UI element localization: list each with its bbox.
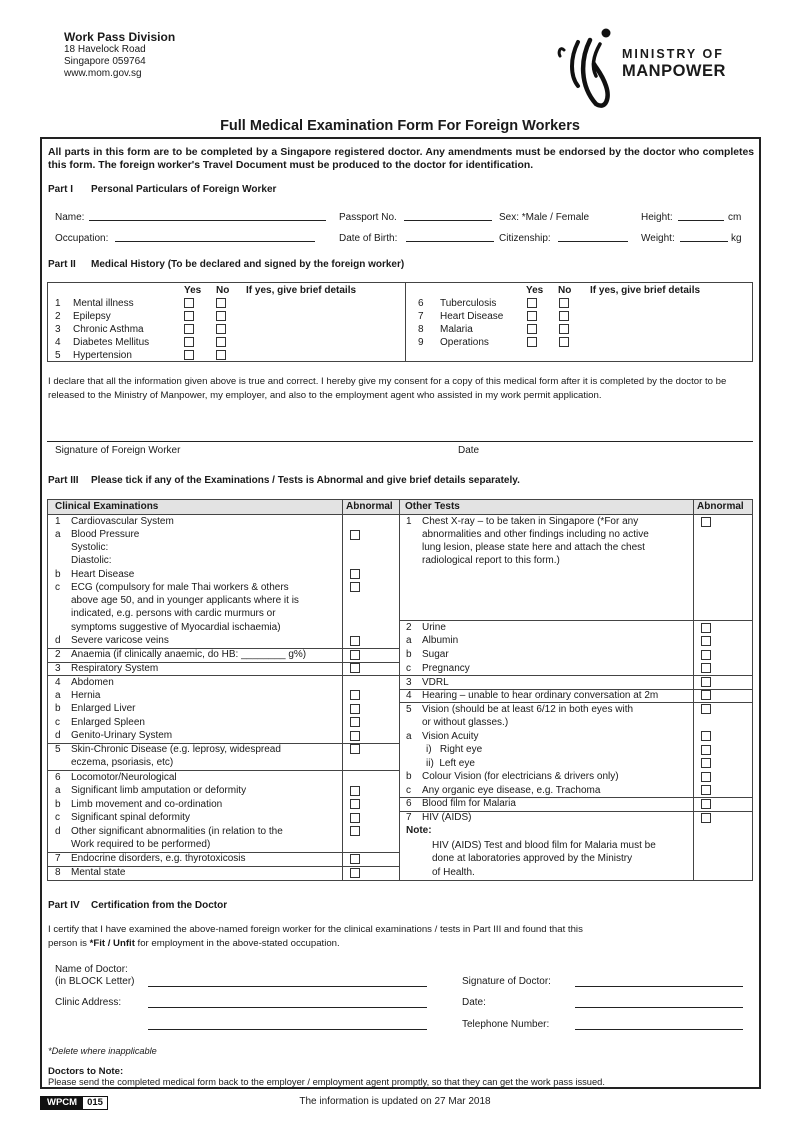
abnormal-checkbox-albumin[interactable] — [701, 636, 711, 646]
weight-field[interactable] — [680, 241, 728, 242]
no-checkbox[interactable] — [216, 311, 226, 321]
item-name: Mental illness — [73, 298, 134, 309]
abnormal-checkbox-malaria-film[interactable] — [701, 799, 711, 809]
yes-checkbox[interactable] — [184, 350, 194, 360]
row-text: Urine — [422, 622, 446, 633]
row-number: a — [55, 690, 61, 701]
row-text: Blood Pressure — [71, 529, 140, 540]
no-checkbox[interactable] — [559, 324, 569, 334]
row-text: Colour Vision (for electricians & drivers only) — [422, 771, 619, 782]
no-checkbox[interactable] — [216, 350, 226, 360]
note-line: of Health. — [432, 867, 475, 878]
row-text: HIV (AIDS) — [422, 812, 472, 823]
row-number: b — [55, 799, 61, 810]
abnormal-checkbox-heart-disease[interactable] — [350, 569, 360, 579]
abnormal-checkbox-genito-urinary[interactable] — [350, 731, 360, 741]
item-number: 2 — [55, 311, 61, 322]
row-text: Locomotor/Neurological — [71, 772, 177, 783]
yes-checkbox[interactable] — [527, 298, 537, 308]
abnormal-header: Abnormal — [346, 501, 393, 512]
abnormal-checkbox-varicose[interactable] — [350, 636, 360, 646]
citizenship-field[interactable] — [558, 241, 628, 242]
row-text: Chest X-ray – to be taken in Singapore (*For any — [422, 516, 639, 527]
row-number: a — [55, 785, 61, 796]
abnormal-checkbox-vdrl[interactable] — [701, 677, 711, 687]
no-header: No — [558, 285, 572, 296]
item-number: 8 — [418, 324, 424, 335]
clinic-address-field-2[interactable] — [148, 1029, 427, 1030]
doctor-date-field[interactable] — [575, 1007, 743, 1008]
doctor-name-sublabel: (in BLOCK Letter) — [55, 976, 135, 987]
yes-checkbox[interactable] — [184, 337, 194, 347]
row-number: 6 — [406, 798, 412, 809]
row-text: Abdomen — [71, 677, 114, 688]
row-text: Significant limb amputation or deformity — [71, 785, 247, 796]
doctor-certification — [48, 923, 608, 951]
item-number: 3 — [55, 324, 61, 335]
no-checkbox[interactable] — [216, 298, 226, 308]
no-checkbox[interactable] — [559, 337, 569, 347]
row-text: lung lesion, please state here and attach the chest — [422, 542, 645, 553]
occupation-field[interactable] — [115, 241, 315, 242]
col-divider — [693, 499, 694, 881]
item-name: Epilepsy — [73, 311, 111, 322]
height-label: Height: — [641, 212, 673, 223]
clinic-address-field-1[interactable] — [148, 1007, 427, 1008]
note-line: done at laboratories approved by the Ministry — [432, 853, 633, 864]
medical-history-divider — [405, 282, 406, 362]
row-number: b — [406, 771, 412, 782]
row-number: 5 — [55, 744, 61, 755]
abnormal-checkbox-hiv[interactable] — [701, 813, 711, 823]
row-divider — [399, 620, 753, 621]
part2-title: Medical History (To be declared and signed by the foreign worker) — [91, 259, 405, 270]
item-number: 9 — [418, 337, 424, 348]
col-divider — [342, 499, 343, 881]
yes-checkbox[interactable] — [184, 311, 194, 321]
dob-label: Date of Birth: — [339, 233, 398, 244]
note-line: HIV (AIDS) Test and blood film for Malaria must be — [432, 840, 656, 851]
row-text: Hearing – unable to hear ordinary conversation at 2m — [422, 690, 659, 701]
updated-date-text: The information is updated on 27 Mar 2018 — [299, 1096, 491, 1107]
row-number: 6 — [55, 772, 61, 783]
row-number: 4 — [55, 677, 61, 688]
row-number: c — [406, 663, 411, 674]
row-number: 3 — [55, 663, 61, 674]
part2-heading — [48, 259, 404, 270]
row-text: Blood film for Malaria — [422, 798, 516, 809]
row-text: above age 50, and in younger applicants where it is — [71, 595, 299, 606]
yes-checkbox[interactable] — [527, 311, 537, 321]
abnormal-checkbox-skin[interactable] — [350, 744, 360, 754]
row-text: VDRL — [422, 677, 449, 688]
row-number: b — [55, 569, 61, 580]
abnormal-checkbox-sugar[interactable] — [701, 650, 711, 660]
row-text: Severe varicose veins — [71, 635, 169, 646]
row-text: Skin-Chronic Disease (e.g. leprosy, widespread — [71, 744, 281, 755]
part4-number: Part IV — [48, 900, 80, 911]
row-number: c — [406, 785, 411, 796]
passport-field[interactable] — [404, 220, 492, 221]
row-number: 1 — [55, 516, 61, 527]
abnormal-checkbox-pregnancy[interactable] — [701, 663, 711, 673]
doctor-name-label: Name of Doctor: — [55, 964, 128, 975]
worker-signature-label: Signature of Foreign Worker — [55, 445, 181, 456]
yes-header: Yes — [526, 285, 544, 296]
item-number: 1 — [55, 298, 61, 309]
row-number: a — [55, 529, 61, 540]
row-number: d — [55, 730, 61, 741]
abnormal-checkbox-colour-vision[interactable] — [701, 772, 711, 782]
row-number: 4 — [406, 690, 412, 701]
row-text: or without glasses.) — [422, 717, 509, 728]
item-name: Diabetes Mellitus — [73, 337, 150, 348]
item-number: 5 — [55, 350, 61, 361]
doctor-signature-field[interactable] — [575, 986, 743, 987]
row-number: a — [406, 731, 412, 742]
yes-checkbox[interactable] — [184, 298, 194, 308]
yes-checkbox[interactable] — [184, 324, 194, 334]
history-item — [55, 297, 175, 310]
form-code-prefix: WPCM — [41, 1097, 83, 1109]
abnormal-checkbox-left-eye[interactable] — [701, 758, 711, 768]
row-text: ii) Left eye — [426, 758, 475, 769]
height-field[interactable] — [678, 220, 724, 221]
abnormal-checkbox-hernia[interactable] — [350, 690, 360, 700]
item-name: Chronic Asthma — [73, 324, 144, 335]
row-number: 8 — [55, 867, 61, 878]
row-text: Cardiovascular System — [71, 516, 174, 527]
org-name: Work Pass Division — [64, 30, 176, 44]
address-line: 18 Havelock Road — [64, 44, 146, 55]
item-number: 6 — [418, 298, 424, 309]
part2-number: Part II — [48, 259, 76, 270]
name-label: Name: — [55, 212, 85, 223]
row-number: d — [55, 826, 61, 837]
form-code-number: 015 — [83, 1097, 107, 1109]
note-label: Note: — [406, 825, 432, 836]
row-text: Any organic eye disease, e.g. Trachoma — [422, 785, 601, 796]
part4-title: Certification from the Doctor — [91, 900, 228, 911]
details-header: If yes, give brief details — [246, 285, 357, 296]
abnormal-checkbox-respiratory[interactable] — [350, 663, 360, 673]
row-text: Endocrine disorders, e.g. thyrotoxicosis — [71, 853, 246, 864]
yes-header: Yes — [184, 285, 202, 296]
item-name: Heart Disease — [440, 311, 504, 322]
cert-text: I certify that I have examined the above-named foreign worker for the clinical examinations / tests in Part III and found that this person is — [48, 924, 583, 949]
row-number: c — [55, 582, 60, 593]
delete-note: *Delete where inapplicable — [48, 1046, 157, 1056]
row-number: d — [55, 635, 61, 646]
col-divider — [399, 499, 400, 881]
abnormal-checkbox-chest-xray[interactable] — [701, 517, 711, 527]
abnormal-checkbox-spleen[interactable] — [350, 717, 360, 727]
row-text: Heart Disease — [71, 569, 135, 580]
history-item — [418, 297, 528, 310]
row-text: Enlarged Liver — [71, 703, 136, 714]
row-number: 2 — [406, 622, 412, 633]
no-checkbox[interactable] — [216, 337, 226, 347]
mom-swirl-logo-icon — [556, 28, 626, 108]
doctors-note-title: Doctors to Note: — [48, 1066, 124, 1077]
item-name: Hypertension — [73, 350, 132, 361]
fit-unfit-option[interactable]: *Fit / Unfit — [89, 938, 135, 949]
part4-heading — [48, 900, 227, 911]
row-number: b — [55, 703, 61, 714]
abnormal-checkbox-anaemia[interactable] — [350, 650, 360, 660]
row-number: 3 — [406, 677, 412, 688]
part3-number: Part III — [48, 475, 79, 486]
no-checkbox[interactable] — [559, 311, 569, 321]
row-number: c — [55, 812, 60, 823]
abnormal-checkbox-hearing[interactable] — [701, 690, 711, 700]
row-text: Vision Acuity — [422, 731, 479, 742]
row-text: Work required to be performed) — [71, 839, 211, 850]
part1-title: Personal Particulars of Foreign Worker — [91, 184, 277, 195]
row-text: Sugar — [422, 649, 449, 660]
dob-field[interactable] — [406, 241, 494, 242]
history-item — [55, 310, 175, 323]
history-item — [418, 323, 528, 336]
sex-label: Sex: *Male / Female — [499, 212, 590, 223]
row-text: radiological report to this form.) — [422, 555, 560, 566]
row-text: Diastolic: — [71, 555, 112, 566]
abnormal-checkbox-liver[interactable] — [350, 704, 360, 714]
clinic-address-label: Clinic Address: — [55, 997, 122, 1008]
row-text: abnormalities and other findings including no active — [422, 529, 649, 540]
citizenship-label: Citizenship: — [499, 233, 551, 244]
part3-title: Please tick if any of the Examinations / Tests is Abnormal and give brief details separately. — [91, 475, 520, 486]
doctor-signature-label: Signature of Doctor: — [462, 976, 551, 987]
item-number: 7 — [418, 311, 424, 322]
item-name: Malaria — [440, 324, 473, 335]
row-text: Systolic: — [71, 542, 109, 553]
abnormal-checkbox-limb-amputation[interactable] — [350, 786, 360, 796]
row-text: eczema, psoriasis, etc) — [71, 757, 174, 768]
telephone-field[interactable] — [575, 1029, 743, 1030]
row-number: 7 — [55, 853, 61, 864]
abnormal-header: Abnormal — [697, 501, 744, 512]
doctors-note-text: Please send the completed medical form back to the employer / employment agent promptly, so that they can get the work pass issued. — [48, 1077, 605, 1087]
weight-unit: kg — [731, 233, 742, 244]
abnormal-checkbox-urine[interactable] — [701, 623, 711, 633]
org-address-block — [64, 30, 175, 80]
row-text: Hernia — [71, 690, 101, 701]
part1-heading — [48, 184, 276, 195]
history-item — [55, 323, 175, 336]
item-number: 4 — [55, 337, 61, 348]
doctor-name-field[interactable] — [148, 986, 427, 987]
abnormal-checkbox-ecg[interactable] — [350, 582, 360, 592]
history-item — [418, 310, 528, 323]
row-number: 5 — [406, 704, 412, 715]
abnormal-checkbox-vision-acuity[interactable] — [701, 731, 711, 741]
item-name: Operations — [440, 337, 489, 348]
abnormal-checkbox-right-eye[interactable] — [701, 745, 711, 755]
row-text: Significant spinal deformity — [71, 812, 190, 823]
row-text: symptoms suggestive of Myocardial ischaemia) — [71, 622, 281, 633]
website-link[interactable]: www.mom.gov.sg — [64, 68, 142, 79]
row-text: Respiratory System — [71, 663, 159, 674]
abnormal-checkbox-spinal[interactable] — [350, 813, 360, 823]
row-number: a — [406, 635, 412, 646]
row-text: Enlarged Spleen — [71, 717, 145, 728]
row-text: Pregnancy — [422, 663, 470, 674]
part1-number: Part I — [48, 184, 74, 195]
row-text: Mental state — [71, 867, 126, 878]
name-field[interactable] — [89, 220, 326, 221]
height-unit: cm — [728, 212, 742, 223]
row-text: indicated, e.g. persons with cardic murmurs or — [71, 608, 276, 619]
logo-line-1: MINISTRY OF — [622, 47, 724, 61]
history-item — [418, 336, 528, 349]
row-number: 1 — [406, 516, 412, 527]
logo-wordmark — [622, 48, 726, 79]
row-number: c — [55, 717, 60, 728]
clinical-exam-header: Clinical Examinations — [55, 501, 159, 512]
no-checkbox[interactable] — [559, 298, 569, 308]
passport-label: Passport No. — [339, 212, 397, 223]
item-name: Tuberculosis — [440, 298, 497, 309]
intro-text: All parts in this form are to be completed by a Singapore registered doctor. Any amendments must be endorsed by the doctor who completes this form. The foreign worker's Travel Document must be produced to the doctor for identification. — [48, 147, 754, 171]
doctor-date-label: Date: — [462, 997, 486, 1008]
abnormal-checkbox-vision[interactable] — [701, 704, 711, 714]
cert-text: for employment in the above-stated occupation. — [134, 938, 340, 949]
worker-signature-line[interactable] — [47, 441, 753, 442]
part3-heading — [48, 475, 520, 486]
abnormal-checkbox-endocrine[interactable] — [350, 854, 360, 864]
row-number: 2 — [55, 649, 61, 660]
row-number: b — [406, 649, 412, 660]
history-item — [55, 349, 175, 362]
no-checkbox[interactable] — [216, 324, 226, 334]
row-text: Limb movement and co-ordination — [71, 799, 223, 810]
abnormal-checkbox-organic-eye[interactable] — [701, 785, 711, 795]
address-line: Singapore 059764 — [64, 56, 146, 67]
history-item — [55, 336, 175, 349]
row-text: Genito-Urinary System — [71, 730, 173, 741]
abnormal-checkbox-mental-state[interactable] — [350, 868, 360, 878]
weight-label: Weight: — [641, 233, 675, 244]
mom-logo — [556, 28, 746, 108]
logo-line-2: MANPOWER — [622, 61, 726, 80]
no-header: No — [216, 285, 230, 296]
form-title: Full Medical Examination Form For Foreign Workers — [220, 118, 580, 134]
row-text: ECG (compulsory for male Thai workers & others — [71, 582, 289, 593]
row-text: Anaemia (if clinically anaemic, do HB: ________ g%) — [71, 649, 307, 660]
yes-checkbox[interactable] — [527, 337, 537, 347]
worker-declaration: I declare that all the information given above is true and correct. I hereby give my consent for a copy of this medical form after it is completed by the doctor to be released to the Ministry of Manpower, my employer, and also to the employment agent who assisted in my work permit application. — [48, 376, 727, 401]
details-header: If yes, give brief details — [590, 285, 701, 296]
row-text: Vision (should be at least 6/12 in both eyes with — [422, 704, 634, 715]
abnormal-checkbox-other-significant[interactable] — [350, 826, 360, 836]
row-number: 7 — [406, 812, 412, 823]
worker-date-label: Date — [458, 445, 480, 456]
other-tests-header: Other Tests — [405, 501, 460, 512]
row-text: i) Right eye — [426, 744, 483, 755]
row-text: Other significant abnormalities (in relation to the — [71, 826, 283, 837]
occupation-label: Occupation: — [55, 233, 109, 244]
abnormal-checkbox-blood-pressure[interactable] — [350, 530, 360, 540]
abnormal-checkbox-limb-movement[interactable] — [350, 799, 360, 809]
telephone-label: Telephone Number: — [462, 1019, 550, 1030]
yes-checkbox[interactable] — [527, 324, 537, 334]
row-text: Albumin — [422, 635, 459, 646]
